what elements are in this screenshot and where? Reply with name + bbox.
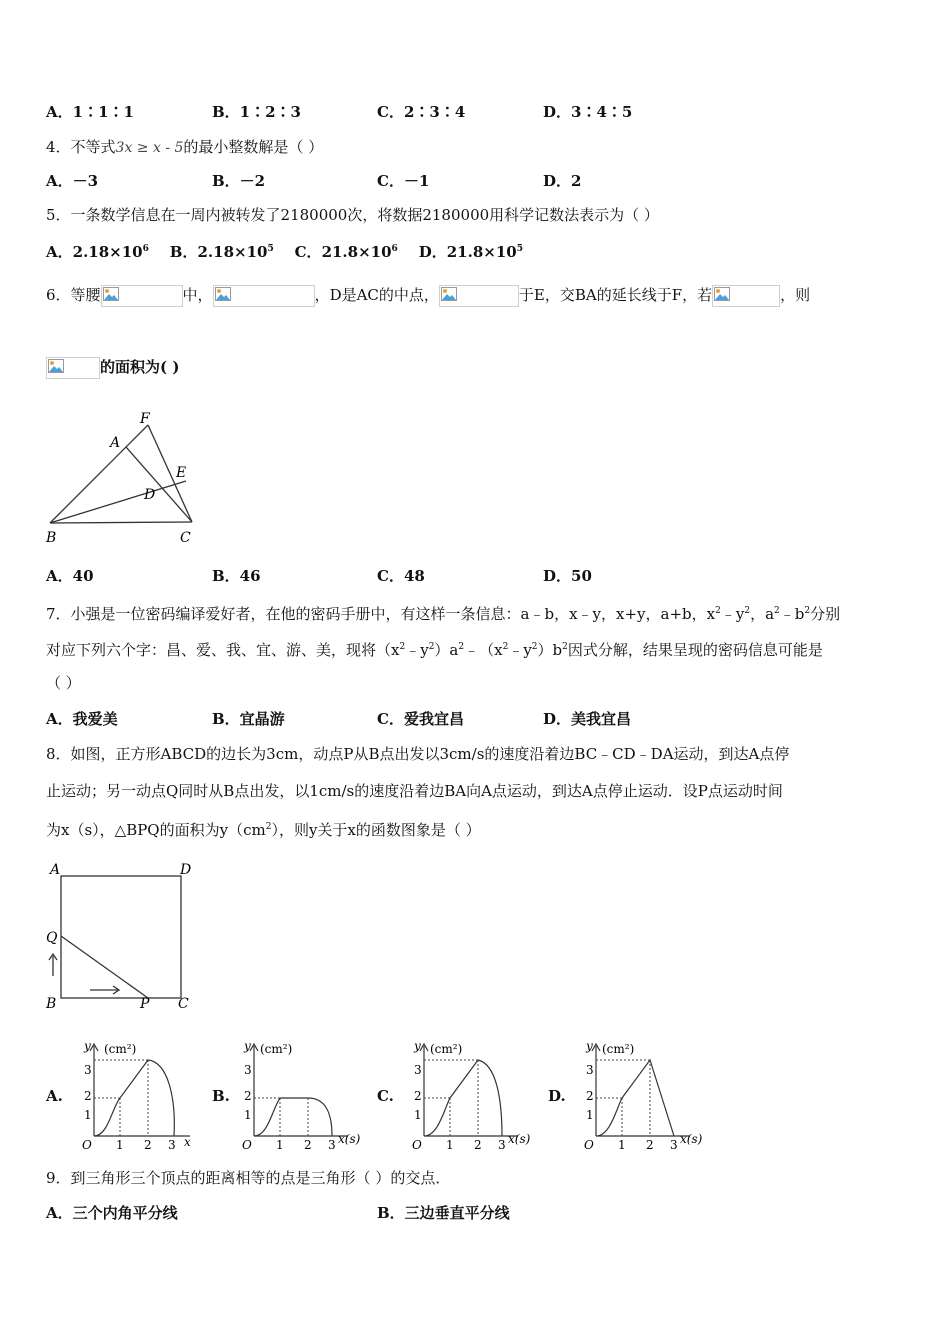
q9-option-b: B．三边垂直平分线 xyxy=(377,1204,510,1222)
q3-option-b: B．1∶2∶3 xyxy=(212,103,301,121)
broken-image-icon xyxy=(46,357,100,379)
q4-option-a: A．－3 xyxy=(46,172,99,190)
q3-option-c: C．2∶3∶4 xyxy=(377,103,466,121)
y-axis-label: y xyxy=(84,1039,91,1053)
q6-option-a: A．40 xyxy=(46,567,94,585)
broken-image-icon xyxy=(213,285,315,307)
q8-line3: 为x（s），△BPQ的面积为$y(cm^2)$，则y关于x的函数图象是（ ） xyxy=(46,821,481,839)
svg-text:(cm²): (cm²) xyxy=(260,1042,293,1056)
label-q: Q xyxy=(46,930,58,946)
label-d: D xyxy=(144,487,156,503)
svg-text:2: 2 xyxy=(586,1089,594,1103)
svg-text:1: 1 xyxy=(446,1138,454,1150)
svg-text:y: y xyxy=(414,1039,421,1053)
q5-option-c: C．$21.8\times 10^6$ xyxy=(294,243,398,261)
q8-graph-d xyxy=(574,1038,714,1150)
label-b: B xyxy=(46,996,57,1012)
svg-text:2: 2 xyxy=(646,1138,654,1150)
label-c: C xyxy=(178,996,189,1012)
q7-line2: 对应下列六个字：昌、爱、我、宜、游、美，现将$(x^2﹣y^2)a^2﹣(x^2﹣y^2)b^2$因式分解，结果呈现的密码信息可能是 xyxy=(46,641,823,659)
broken-image-icon xyxy=(712,285,780,307)
label-d: D xyxy=(180,862,192,878)
origin-label: O xyxy=(82,1138,92,1150)
x-axis-label: x xyxy=(184,1135,191,1149)
svg-text:2: 2 xyxy=(304,1138,312,1150)
svg-text:(cm²): (cm²) xyxy=(602,1042,635,1056)
q7-line3: （ ） xyxy=(46,674,81,692)
label-b: B xyxy=(46,530,57,546)
q3-option-d: D．3∶4∶5 xyxy=(543,103,633,121)
q6-option-c: C．48 xyxy=(377,567,425,585)
label-c: C xyxy=(180,530,191,546)
q6-triangle-figure xyxy=(40,405,210,555)
q5-option-d: D．$21.8\times 10^5$ xyxy=(418,243,523,261)
q7-option-b: B．宜晶游 xyxy=(212,710,285,728)
q4-question: 4．不等式3x ≥ x - 5的最小整数解是（ ） xyxy=(46,138,324,156)
q6-question-line2: 的面积为( ) xyxy=(46,357,179,379)
q4-inequality: 3x ≥ x - 5 xyxy=(115,140,184,156)
svg-text:x(s): x(s) xyxy=(680,1132,703,1146)
svg-text:1: 1 xyxy=(586,1108,594,1122)
svg-text:2: 2 xyxy=(144,1138,152,1150)
svg-text:3: 3 xyxy=(244,1063,252,1077)
q7-line1: 7．小强是一位密码编译爱好者，在他的密码手册中，有这样一条信息：a﹣b，x﹣y，x+y，a+b，$x^2﹣y^2$，$a^2﹣b^2$分别 xyxy=(46,605,841,623)
q4-option-b: B．－2 xyxy=(212,172,266,190)
q6-option-b: B．46 xyxy=(212,567,261,585)
label-a: A xyxy=(110,435,121,451)
svg-text:3: 3 xyxy=(498,1138,506,1150)
q8-graph-option-c-label: C. xyxy=(377,1087,394,1105)
label-a: A xyxy=(50,862,61,878)
q8-graph-c xyxy=(402,1038,542,1150)
svg-text:3: 3 xyxy=(168,1138,176,1150)
broken-image-icon xyxy=(439,285,519,307)
q3-option-a: A．1∶1∶1 xyxy=(46,103,134,121)
broken-image-icon xyxy=(101,285,183,307)
q5-option-a: A．$2.18\times 10^6$ xyxy=(46,243,149,261)
q8-line2: 止运动；另一动点Q同时从B点出发，以1cm/s的速度沿着边BA向A点运动，到达A点停止运动．设P点运动时间 xyxy=(46,782,783,800)
svg-text:2: 2 xyxy=(84,1089,92,1103)
svg-text:x(s): x(s) xyxy=(338,1132,361,1146)
q5-question: 5．一条数学信息在一周内被转发了2180000次，将数据2180000用科学记数法表示为（ ） xyxy=(46,206,659,224)
svg-text:1: 1 xyxy=(276,1138,284,1150)
svg-text:3: 3 xyxy=(670,1138,678,1150)
svg-text:O: O xyxy=(584,1138,594,1150)
q6-option-d: D．50 xyxy=(543,567,592,585)
q7-option-c: C．爱我宜昌 xyxy=(377,710,464,728)
q5-option-b: B．$2.18\times 10^5$ xyxy=(169,243,274,261)
svg-text:(cm²): (cm²) xyxy=(430,1042,463,1056)
q8-graph-b xyxy=(232,1038,372,1150)
label-p: P xyxy=(140,996,150,1012)
svg-text:2: 2 xyxy=(414,1089,422,1103)
svg-text:O: O xyxy=(242,1138,252,1150)
svg-text:1: 1 xyxy=(84,1108,92,1122)
q8-graph-option-a-label: A. xyxy=(46,1087,63,1105)
svg-text:3: 3 xyxy=(586,1063,594,1077)
svg-text:3: 3 xyxy=(328,1138,336,1150)
svg-text:1: 1 xyxy=(244,1108,252,1122)
label-f: F xyxy=(140,411,150,427)
svg-text:1: 1 xyxy=(618,1138,626,1150)
q7-option-a: A．我爱美 xyxy=(46,710,118,728)
label-e: E xyxy=(176,465,187,481)
q9-question: 9．到三角形三个顶点的距离相等的点是三角形（ ）的交点． xyxy=(46,1169,451,1187)
q5-options xyxy=(46,239,523,262)
q6-question-line1: 6．等腰 中， ，D是AC的中点， 于E，交BA的延长线于F，若 ，则 xyxy=(46,285,810,307)
svg-text:2: 2 xyxy=(244,1089,252,1103)
q8-line1: 8．如图，正方形ABCD的边长为3cm，动点P从B点出发以3cm/s的速度沿着边BC﹣CD﹣DA运动，到达A点停 xyxy=(46,745,790,763)
q4-option-c: C．－1 xyxy=(377,172,430,190)
q7-option-d: D．美我宜昌 xyxy=(543,710,632,728)
svg-text:3: 3 xyxy=(414,1063,422,1077)
svg-text:1: 1 xyxy=(414,1108,422,1122)
q8-graph-a xyxy=(72,1038,202,1150)
q9-option-a: A．三个内角平分线 xyxy=(46,1204,178,1222)
svg-text:2: 2 xyxy=(474,1138,482,1150)
svg-text:y: y xyxy=(244,1039,251,1053)
q8-graph-option-b-label: B. xyxy=(212,1087,230,1105)
svg-text:1: 1 xyxy=(116,1138,124,1150)
q8-graph-option-d-label: D. xyxy=(548,1087,566,1105)
svg-text:3: 3 xyxy=(84,1063,92,1077)
svg-text:O: O xyxy=(412,1138,422,1150)
q8-square-figure xyxy=(40,858,210,1018)
svg-text:y: y xyxy=(586,1039,593,1053)
svg-text:x(s): x(s) xyxy=(508,1132,531,1146)
unit-label: (cm²) xyxy=(104,1042,137,1056)
q4-option-d: D．2 xyxy=(543,172,582,190)
